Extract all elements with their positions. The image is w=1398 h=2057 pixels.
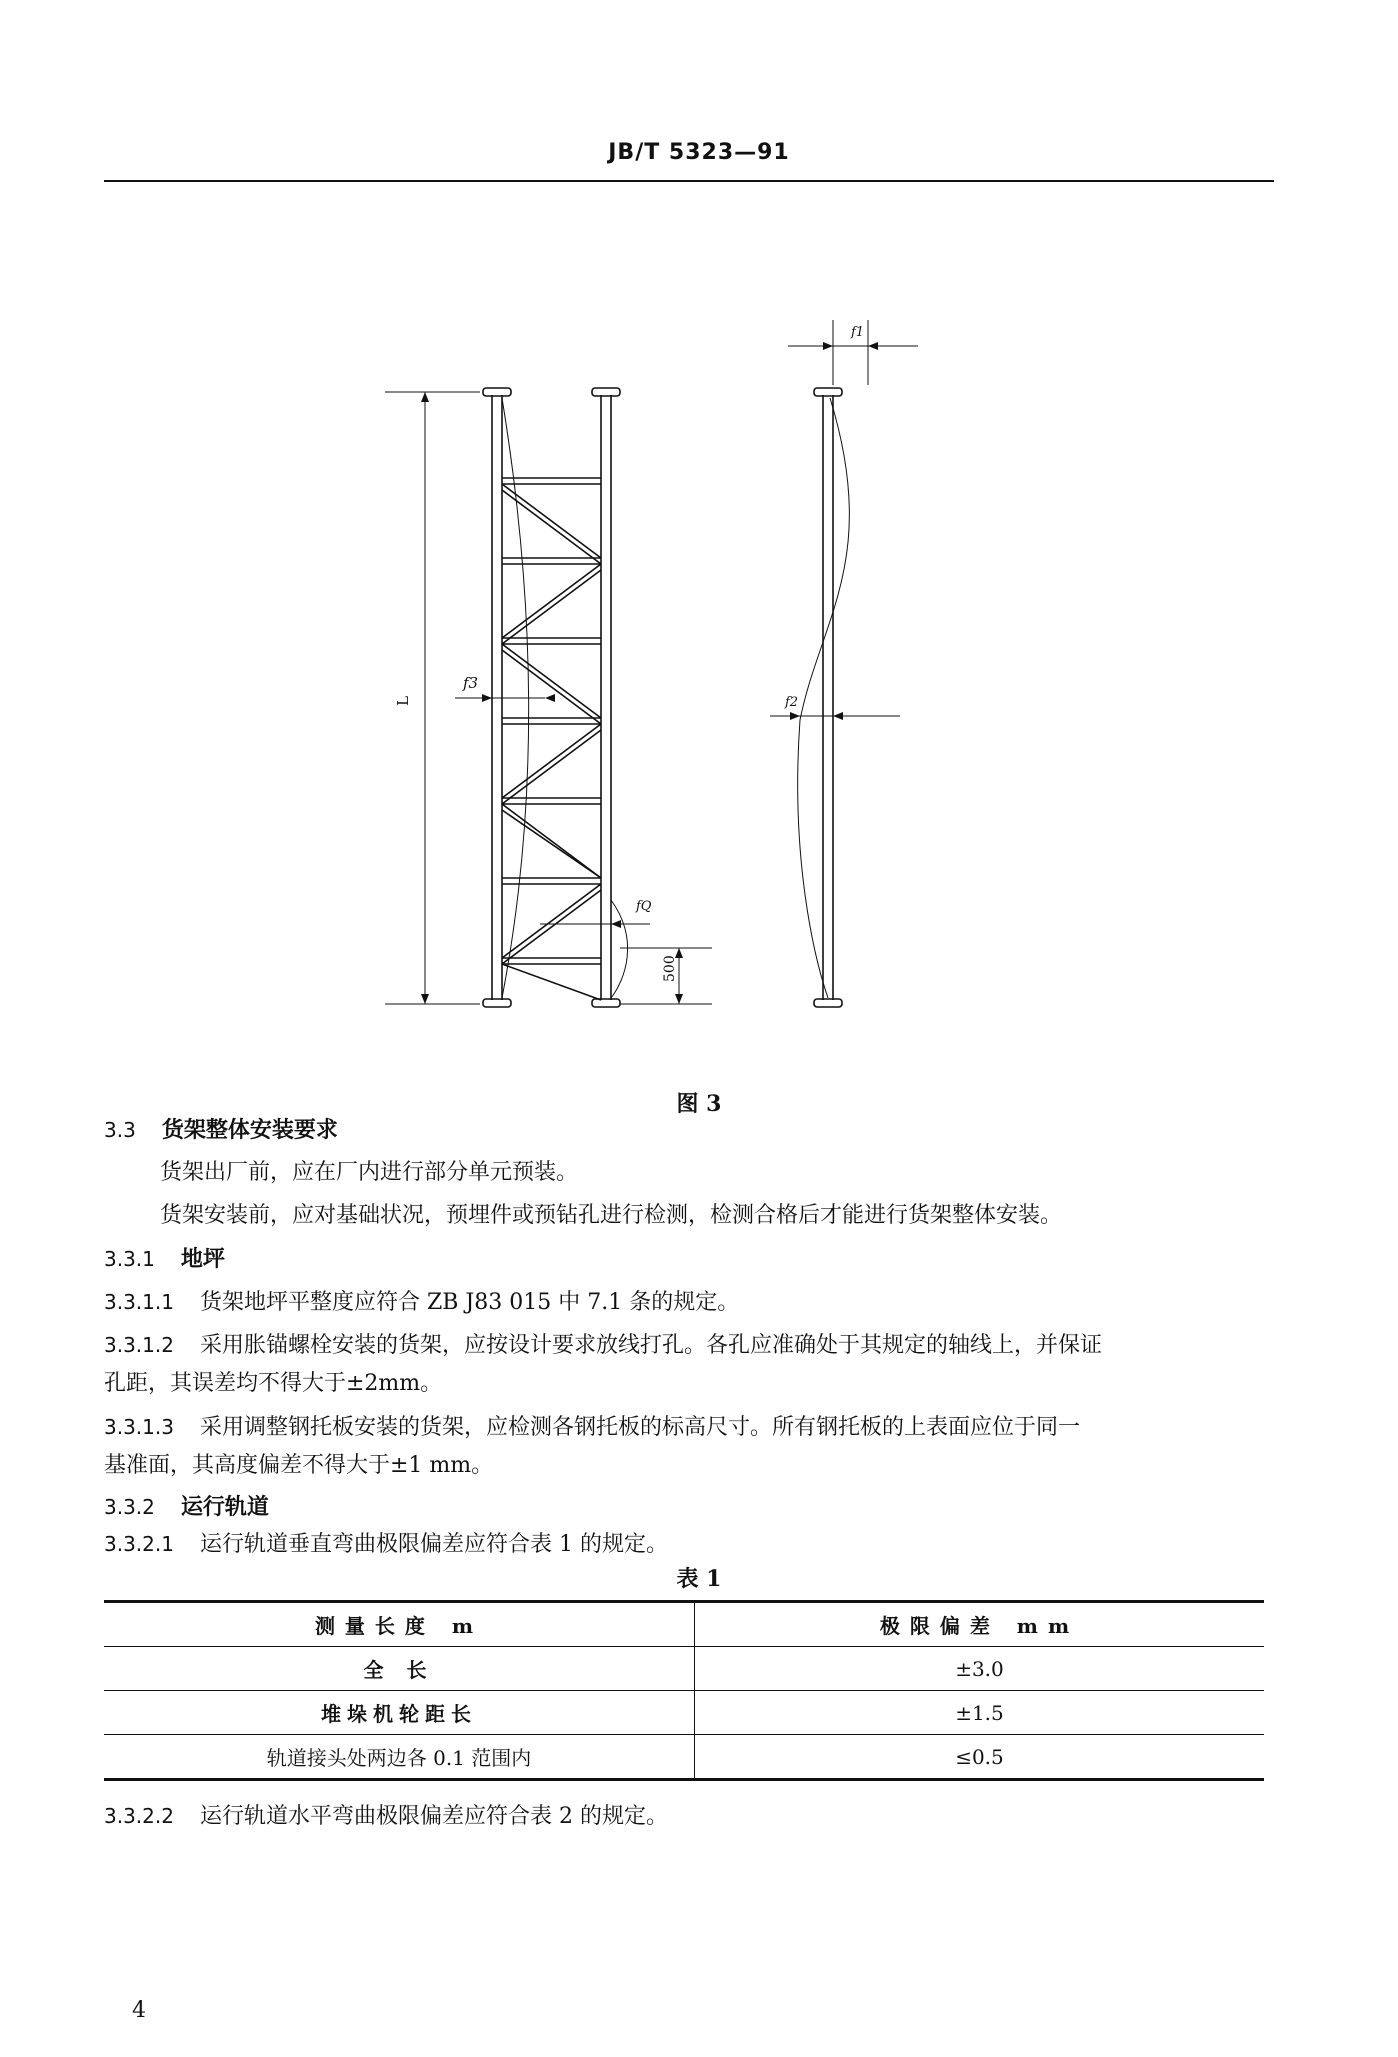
deflection-curve-fq — [611, 900, 628, 998]
clause-3-3-1-2 — [104, 1329, 1102, 1362]
clause-number: 3.3.1.2 — [104, 1333, 174, 1357]
horizontal-bracings — [502, 478, 601, 964]
diagonal-bracings — [502, 484, 601, 1000]
clause-number: 3.3.1.1 — [104, 1290, 174, 1314]
cap-bottom-right — [592, 999, 620, 1007]
clause-3-3-2-1 — [104, 1528, 668, 1561]
table-header-row — [104, 1602, 1264, 1647]
cap-top-left — [483, 388, 511, 396]
label-500: 500 — [662, 955, 678, 982]
clause-continuation: 孔距，其误差均不得大于±2mm。 — [104, 1371, 443, 1396]
clause-text: 运行轨道垂直弯曲极限偏差应符合表 1 的规定。 — [199, 1532, 668, 1557]
clause-3-3-1-1 — [104, 1286, 739, 1319]
paragraph: 货架安装前，应对基础状况，预埋件或预钻孔进行检测，检测合格后才能进行货架整体安装。 — [160, 1203, 1063, 1228]
table-row — [104, 1691, 1264, 1735]
label-fq: fQ — [636, 899, 652, 914]
table-row — [104, 1735, 1264, 1780]
table-cell: 全 长 — [104, 1647, 695, 1691]
clause-text: 采用胀锚螺栓安装的货架，应按设计要求放线打孔。各孔应准确处于其规定的轴线上，并保证 — [199, 1333, 1102, 1358]
label-f3: f3 — [463, 674, 479, 692]
label-f2: f2 — [785, 695, 799, 710]
clause-3-3-2-2 — [104, 1800, 668, 1833]
label-f1: f1 — [851, 325, 865, 340]
table-caption: 表 1 — [676, 1566, 722, 1592]
page-number: 4 — [132, 1998, 146, 2023]
table-1 — [104, 1600, 1264, 1781]
table-cell: 轨道接头处两边各 0.1 范围内 — [104, 1735, 695, 1780]
section-title: 运行轨道 — [180, 1494, 269, 1520]
clause-number: 3.3.2.1 — [104, 1532, 174, 1556]
table-header: 测量长度 m — [104, 1602, 695, 1647]
section-number: 3.3 — [104, 1118, 136, 1142]
label-L: L — [394, 696, 412, 706]
clause-text: 货架地坪平整度应符合 ZB J83 015 中 7.1 条的规定。 — [199, 1290, 740, 1315]
document-code: JB/T 5323—91 — [608, 140, 790, 165]
table-cell: 堆垛机轮距长 — [104, 1691, 695, 1735]
table-cell: ±3.0 — [695, 1647, 1265, 1691]
cap-bottom-left — [483, 999, 511, 1007]
clause-3-3-1-3 — [104, 1411, 1080, 1444]
clause-continuation: 基准面，其高度偏差不得大于±1 mm。 — [104, 1453, 494, 1478]
clause-number: 3.3.2.2 — [104, 1804, 174, 1828]
section-title: 地坪 — [180, 1246, 225, 1272]
section-number: 3.3.2 — [104, 1495, 155, 1519]
section-3-3-1 — [104, 1243, 225, 1276]
table-cell: ≤0.5 — [695, 1735, 1265, 1780]
clause-text: 采用调整钢托板安装的货架，应检测各钢托板的标高尺寸。所有钢托板的上表面应位于同一 — [199, 1415, 1080, 1440]
paragraph: 货架出厂前，应在厂内进行部分单元预装。 — [160, 1160, 579, 1185]
section-number: 3.3.1 — [104, 1247, 155, 1271]
table-header: 极限偏差 mm — [695, 1602, 1265, 1647]
table-cell: ±1.5 — [695, 1691, 1265, 1735]
section-3-3 — [104, 1114, 338, 1147]
section-3-3-2 — [104, 1491, 269, 1524]
section-title: 货架整体安装要求 — [161, 1117, 338, 1143]
clause-number: 3.3.1.3 — [104, 1415, 174, 1439]
table-row — [104, 1647, 1264, 1691]
clause-text: 运行轨道水平弯曲极限偏差应符合表 2 的规定。 — [199, 1804, 668, 1829]
figure-caption: 图 3 — [676, 1091, 722, 1117]
cap-top-right — [592, 388, 620, 396]
